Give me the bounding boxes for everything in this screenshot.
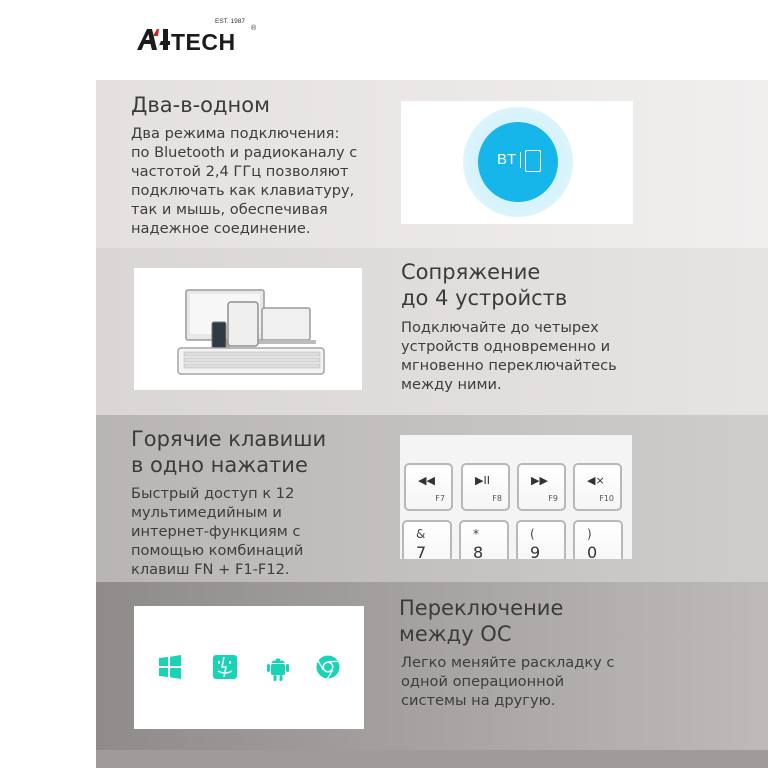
fn-label: F10 xyxy=(599,494,614,503)
desc-line: Легко меняйте раскладку с xyxy=(401,654,615,671)
section-description xyxy=(401,653,614,710)
title-line: Сопряжение xyxy=(401,260,541,284)
logo-wordmark xyxy=(135,26,247,59)
section-title xyxy=(399,595,563,647)
hotkeys-image-card xyxy=(400,435,632,559)
desc-line: устройств одновременно и xyxy=(401,338,611,355)
desc-line: Два режима подключения: xyxy=(131,125,340,142)
section-pairing xyxy=(96,248,768,415)
desc-line: системы на другую. xyxy=(401,692,556,709)
section-title xyxy=(131,426,326,478)
section-description xyxy=(401,318,617,394)
key-f10 xyxy=(573,463,622,511)
key-lower: 8 xyxy=(473,543,484,559)
key-upper: & xyxy=(416,527,426,541)
svg-text:TECH: TECH xyxy=(171,29,236,52)
key-lower: 7 xyxy=(416,543,427,559)
desc-line: по Bluetooth и радиоканалу с xyxy=(131,144,358,161)
bottom-strip xyxy=(96,750,768,768)
key-lower: 0 xyxy=(587,543,598,559)
desc-line: помощью комбинаций xyxy=(131,542,304,559)
desc-line: мгновенно переключайтесь xyxy=(401,357,617,374)
key-f7 xyxy=(404,463,453,511)
section-two-in-one xyxy=(96,80,768,248)
fast-forward-icon: ▶▶ xyxy=(531,474,548,487)
rewind-icon: ◀◀ xyxy=(418,474,435,487)
key-7 xyxy=(402,520,452,559)
usb-dongle-icon xyxy=(525,150,541,172)
section-description xyxy=(131,484,303,579)
multi-device-image-card xyxy=(134,268,362,390)
desc-line: мультимедийным и xyxy=(131,504,282,521)
separator xyxy=(520,152,521,168)
desc-line: клавиш FN + F1-F12. xyxy=(131,561,290,578)
os-icons-card xyxy=(134,606,364,729)
section-hotkeys xyxy=(96,415,768,582)
logo-established: EST. 1987 xyxy=(215,18,245,25)
fn-label: F8 xyxy=(492,494,502,503)
macos-finder-icon xyxy=(212,654,238,680)
bluetooth-glow xyxy=(463,107,573,217)
desc-line: надежное соединение. xyxy=(131,220,311,237)
desc-line: Быстрый доступ к 12 xyxy=(131,485,295,502)
title-line: Горячие клавиши xyxy=(131,427,327,451)
mute-icon: ◀× xyxy=(587,474,605,487)
desc-line: между ними. xyxy=(401,376,502,393)
desc-line: подключать как клавиатуру, xyxy=(131,182,355,199)
title-line: в одно нажатие xyxy=(131,453,308,477)
multi-device-keyboard-illustration xyxy=(134,268,362,390)
bluetooth-image-card xyxy=(401,101,633,224)
key-lower: 9 xyxy=(530,543,541,559)
keyboard-keys xyxy=(400,435,632,559)
fn-label: F7 xyxy=(435,494,445,503)
key-upper: * xyxy=(473,527,479,541)
fn-label: F9 xyxy=(548,494,558,503)
desc-line: частотой 2,4 ГГц позволяют xyxy=(131,163,349,180)
desc-line: интернет-функциям с xyxy=(131,523,301,540)
bt-label: BT xyxy=(497,151,517,168)
windows-icon xyxy=(157,654,183,680)
key-f9 xyxy=(517,463,566,511)
key-8 xyxy=(459,520,509,559)
desc-line: одной операционной xyxy=(401,673,565,690)
header xyxy=(0,0,768,80)
play-pause-icon: ▶II xyxy=(475,474,490,487)
section-title xyxy=(401,259,567,311)
android-icon xyxy=(266,654,290,682)
desc-line: так и мышь, обеспечивая xyxy=(131,201,328,218)
section-title: Два-в-одном xyxy=(131,93,270,117)
desc-line: Подключайте до четырех xyxy=(401,319,599,336)
title-line: Переключение xyxy=(399,596,564,620)
section-os-switch xyxy=(96,582,768,750)
key-f8 xyxy=(461,463,510,511)
logo-wordmark-graphic xyxy=(135,26,247,52)
section-description xyxy=(131,124,357,238)
key-9 xyxy=(516,520,566,559)
title-line: до 4 устройств xyxy=(401,286,568,310)
key-upper: ( xyxy=(530,527,535,541)
registered-mark: ® xyxy=(251,25,257,32)
key-upper: ) xyxy=(587,527,592,541)
key-0 xyxy=(573,520,623,559)
bluetooth-dongle-icon xyxy=(478,122,558,202)
chrome-os-icon xyxy=(315,654,341,680)
title-line: между ОС xyxy=(399,622,512,646)
